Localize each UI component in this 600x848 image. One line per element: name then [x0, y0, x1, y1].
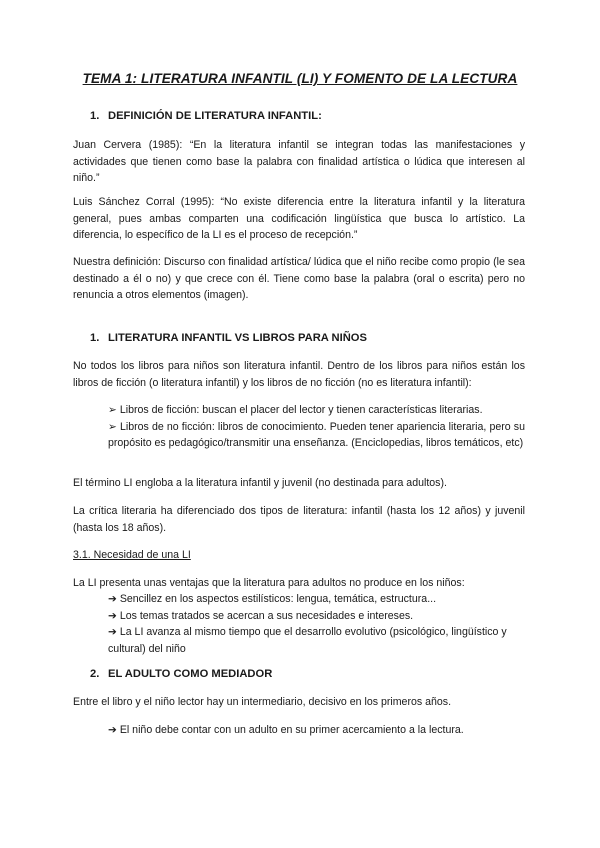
- section-heading-adulto-mediador: [90, 668, 272, 680]
- list-item: ➢ Libros de ficción: buscan el placer del lector y tienen características literarias.: [108, 404, 483, 416]
- paragraph-text: Juan Cervera (1985): “En la literatura infantil se integran todas las manifestaciones y actividades que tienen como base la palabra con finalidad artística o lúdica que interesen al niño.”: [73, 139, 525, 184]
- paragraph-sanchez-corral: [73, 194, 525, 244]
- list-item: ➢ Libros de no ficción: libros de conocimiento. Pueden tener apariencia literaria, pero su propósito es pedagógico/transmitir una enseñanza. (Enciclopedias, libros temáticos, etc): [108, 420, 525, 449]
- bullet-list-ficcion: [108, 402, 525, 452]
- section-title: DEFINICIÓN DE LITERATURA INFANTIL:: [108, 110, 322, 122]
- paragraph-intermediario: [73, 694, 525, 711]
- paragraph-text: Luis Sánchez Corral (1995): “No existe diferencia entre la literatura infantil y la literatura general, pues ambas comparten una codificación lingüística que busca lo artístico. La diferencia, lo específico de la LI es el proceso de recepción.”: [73, 196, 525, 241]
- section-title: LITERATURA INFANTIL VS LIBROS PARA NIÑOS: [108, 332, 367, 344]
- page-title: TEMA 1: LITERATURA INFANTIL (LI) Y FOMENTO DE LA LECTURA: [82, 71, 518, 86]
- paragraph-text: No todos los libros para niños son literatura infantil. Dentro de los libros para niños están los libros de ficción (o literatura infantil) y los libros de no ficción (no es literatura infantil):: [73, 360, 525, 389]
- section-number: 1.: [90, 110, 100, 122]
- paragraph-text: Entre el libro y el niño lector hay un intermediario, decisivo en los primeros años.: [73, 696, 452, 708]
- section-number: 1.: [90, 332, 100, 344]
- section-title: EL ADULTO COMO MEDIADOR: [108, 668, 273, 680]
- list-item: ➔ El niño debe contar con un adulto en su primer acercamiento a la lectura.: [108, 724, 464, 736]
- paragraph-nuestra-definicion: [73, 254, 525, 304]
- section-number: 2.: [90, 668, 100, 680]
- paragraph-text: El término LI engloba a la literatura infantil y juvenil (no destinada para adultos).: [73, 477, 447, 489]
- paragraph-libros-ninos: [73, 358, 525, 391]
- list-item: ➔ Los temas tratados se acercan a sus necesidades e intereses.: [108, 609, 414, 622]
- list-item: ➔ Sencillez en los aspectos estilísticos: lengua, temática, estructura...: [108, 593, 437, 605]
- paragraph-text: La LI presenta unas ventajas que la literatura para adultos no produce en los niños:: [73, 577, 465, 589]
- subsection-heading-necesidad: 3.1. Necesidad de una LI: [73, 549, 191, 561]
- list-item: ➔ La LI avanza al mismo tiempo que el desarrollo evolutivo (psicológico, lingüístico y cultural) del niño: [108, 626, 507, 655]
- paragraph-cervera: [73, 137, 525, 187]
- arrow-list-ventajas: [108, 591, 528, 657]
- paragraph-text: Nuestra definición: Discurso con finalidad artística/ lúdica que el niño recibe como propio (le sea destinado a él o no) y que crece con él. Tiene como base la palabra (oral o escrita) pero no renuncia a otros elementos (imagen).: [73, 256, 525, 301]
- paragraph-text: La crítica literaria ha diferenciado dos tipos de literatura: infantil (hasta los 12 años) y juvenil (hasta los 18 años).: [73, 505, 525, 534]
- section-heading-definicion: [90, 110, 322, 122]
- paragraph-critica-literaria: [73, 503, 525, 536]
- arrow-list-adulto: [108, 722, 528, 739]
- paragraph-termino-li: [73, 475, 525, 492]
- section-heading-li-vs-libros: [90, 332, 367, 344]
- paragraph-ventajas: [73, 575, 525, 592]
